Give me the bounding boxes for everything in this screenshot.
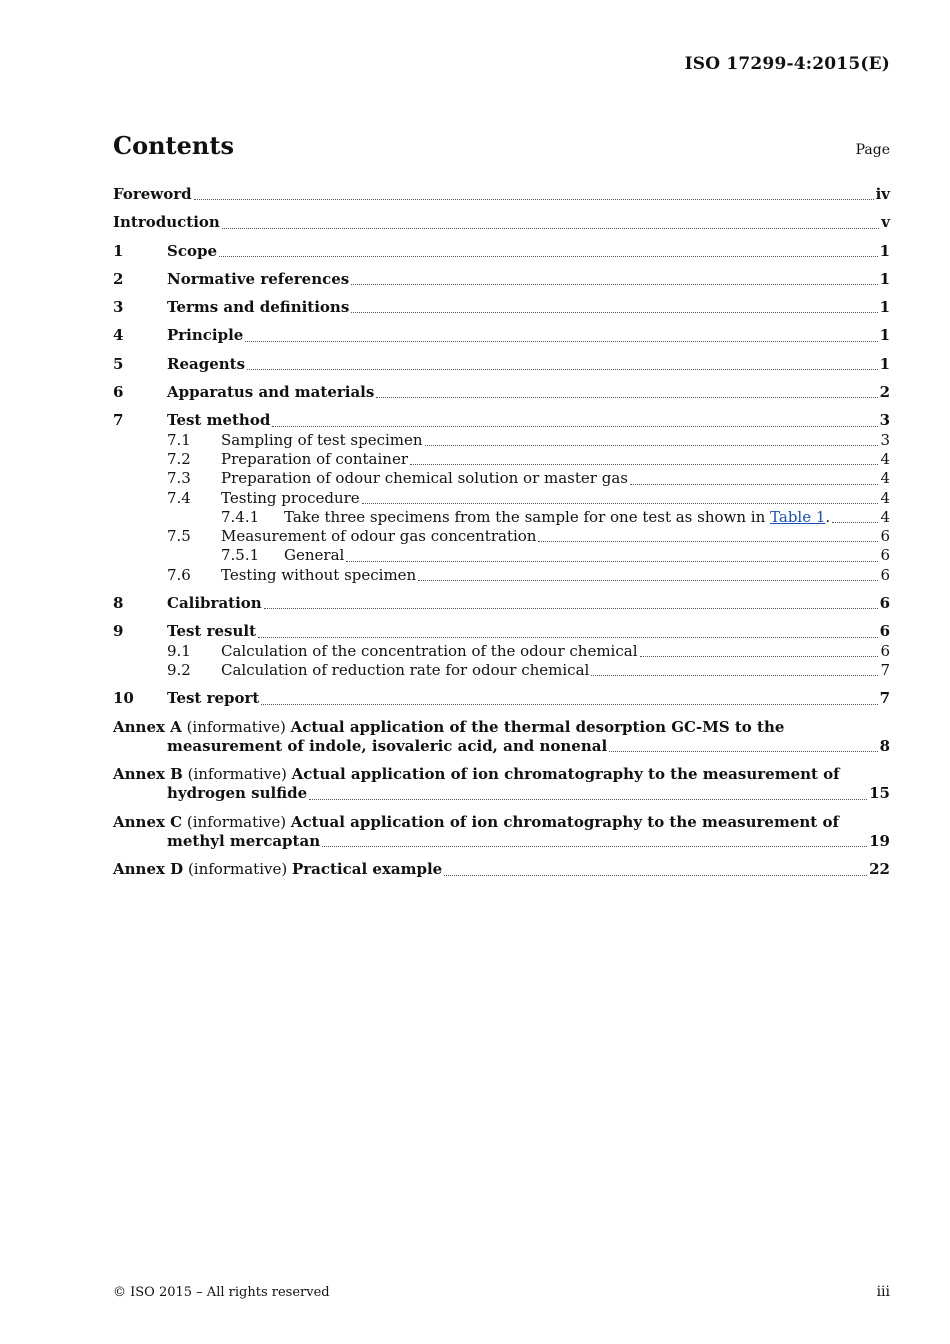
toc-number: 10	[113, 689, 134, 708]
toc-page: iv	[875, 185, 890, 203]
toc-number: 1	[113, 241, 124, 260]
toc-title: Test report	[167, 689, 260, 708]
annex-type: (informative)	[183, 860, 292, 879]
toc-page: 1	[879, 326, 890, 345]
toc-page: 6	[879, 622, 890, 641]
toc-page: 3	[880, 430, 890, 449]
toc-page: 6	[880, 641, 890, 660]
toc-title: Testing without specimen	[221, 565, 417, 584]
toc-title: Testing procedure	[221, 488, 360, 507]
toc-page: 6	[880, 546, 890, 565]
toc-title: Test result	[167, 622, 257, 641]
page-number: iii	[876, 1284, 890, 1300]
toc-title: Reagents	[167, 354, 246, 373]
dot-leader	[832, 521, 878, 523]
annex-title-line1: Actual application of ion chromatography to the measurement of	[290, 812, 839, 831]
toc-entry-annex-b[interactable]	[113, 765, 890, 804]
toc-number: 3	[113, 298, 124, 317]
toc-page: 6	[879, 594, 890, 613]
toc-number: 7.4	[167, 488, 191, 507]
toc-page: 7	[880, 660, 890, 679]
dot-leader	[258, 636, 878, 638]
toc-title: Scope	[167, 241, 218, 260]
toc-number: 5	[113, 354, 124, 373]
toc-number: 7.1	[167, 430, 191, 449]
toc-entry-7-3[interactable]	[113, 469, 890, 488]
copyright-notice: © ISO 2015 – All rights reserved	[113, 1285, 330, 1300]
toc-page: 22	[869, 860, 890, 879]
toc-entry-scope[interactable]	[113, 242, 890, 261]
dot-leader	[444, 874, 867, 876]
toc-entry-7-1[interactable]	[113, 431, 890, 450]
toc-title: Apparatus and materials	[167, 383, 375, 402]
toc-title: Terms and definitions	[167, 298, 350, 317]
dot-leader	[351, 311, 877, 313]
toc-title: Preparation of container	[221, 449, 409, 468]
toc-entry-terms-and-definitions[interactable]	[113, 298, 890, 317]
toc-entry-9-2[interactable]	[113, 661, 890, 680]
toc-number: 9.2	[167, 660, 191, 679]
toc-page: 8	[879, 736, 890, 755]
toc-entry-7-4-1[interactable]	[113, 508, 890, 527]
dot-leader	[264, 607, 878, 609]
toc-title: Introduction	[113, 213, 220, 232]
dot-leader	[346, 560, 878, 562]
dot-leader	[261, 703, 877, 705]
dot-leader	[376, 396, 877, 398]
toc-entry-annex-c[interactable]	[113, 813, 890, 852]
toc-entry-calibration[interactable]	[113, 594, 890, 613]
dot-leader	[351, 283, 877, 285]
toc-title: Foreword	[113, 185, 192, 203]
toc-number: 4	[113, 326, 124, 345]
toc-number: 7.5	[167, 527, 191, 546]
annex-label: Annex A	[113, 717, 182, 736]
dot-leader	[272, 425, 877, 427]
toc-page: 15	[869, 784, 890, 803]
toc-page: 4	[880, 488, 890, 507]
annex-continuation-line	[113, 832, 890, 851]
toc-title: Measurement of odour gas concentration	[221, 527, 537, 546]
dot-leader	[425, 444, 879, 446]
toc-number: 6	[113, 383, 124, 402]
annex-label: Annex C	[113, 812, 183, 831]
toc-entry-principle[interactable]	[113, 326, 890, 345]
annex-type: (informative)	[182, 812, 291, 831]
toc-page: 4	[880, 469, 890, 488]
annex-label: Annex B	[113, 765, 183, 784]
annex-title-line1: Actual application of the thermal desorption GC-MS to the	[290, 717, 785, 736]
dot-leader	[609, 750, 877, 752]
toc-entry-7-5-1[interactable]	[113, 546, 890, 565]
dot-leader	[640, 655, 879, 657]
toc-entry-introduction[interactable]	[113, 213, 890, 232]
toc-page: 4	[880, 449, 890, 468]
toc-number: 9	[113, 622, 124, 641]
toc-number: 7.6	[167, 565, 191, 584]
annex-label: Annex D	[113, 860, 184, 879]
dot-leader	[219, 255, 878, 257]
toc-number: 7.4.1	[221, 507, 260, 526]
dot-leader	[418, 579, 878, 581]
toc-page: 19	[869, 832, 890, 851]
toc-title: General	[284, 546, 345, 565]
annex-title-line1: Actual application of ion chromatography to the measurement of	[291, 765, 840, 784]
annex-heading-line	[113, 765, 890, 784]
toc-title: Normative references	[167, 269, 350, 288]
annex-type: (informative)	[182, 765, 292, 784]
toc-number: 7.3	[167, 469, 191, 488]
dot-leader	[194, 198, 874, 200]
annex-title-line2: measurement of indole, isovaleric acid, and nonenal	[167, 736, 608, 755]
dot-leader	[245, 340, 877, 342]
toc-entry-7-6[interactable]	[113, 566, 890, 585]
toc-number: 2	[113, 269, 124, 288]
toc-number: 7.2	[167, 449, 191, 468]
toc-entry-7-2[interactable]	[113, 450, 890, 469]
dot-leader	[630, 483, 878, 485]
toc-entry-test-result[interactable]	[113, 622, 890, 641]
toc-entry-reagents[interactable]	[113, 355, 890, 374]
toc-entry-annex-d[interactable]	[113, 860, 890, 879]
toc-title-end: .	[825, 507, 831, 526]
dot-leader	[309, 798, 867, 800]
annex-type: (informative)	[181, 717, 291, 736]
toc-title: Take three specimens from the sample for one test as shown in	[284, 507, 771, 526]
contents-title: Contents	[113, 131, 234, 160]
toc-page: 4	[880, 507, 890, 526]
toc-entry-7-5[interactable]	[113, 527, 890, 546]
annex-heading-line	[113, 718, 890, 737]
toc-page: 6	[880, 565, 890, 584]
toc-title: Preparation of odour chemical solution or master gas	[221, 469, 628, 488]
toc-page: 1	[879, 241, 890, 260]
toc-page: 2	[879, 383, 890, 402]
toc-entry-normative-references[interactable]	[113, 270, 890, 289]
toc-number: 7	[113, 411, 124, 430]
dot-leader	[362, 502, 879, 504]
dot-leader	[591, 674, 878, 676]
toc-title: Calibration	[167, 594, 262, 613]
toc-entry-7-4[interactable]	[113, 489, 890, 508]
annex-continuation-line	[113, 784, 890, 803]
toc-entry-annex-a[interactable]	[113, 718, 890, 757]
dot-leader	[538, 540, 878, 542]
toc-entry-foreword[interactable]	[113, 185, 890, 204]
annex-continuation-line	[113, 737, 890, 756]
dot-leader	[222, 227, 879, 229]
toc-entry-apparatus-and-materials[interactable]	[113, 383, 890, 402]
toc-page: 1	[879, 269, 890, 288]
toc-page: 7	[879, 689, 890, 708]
dot-leader	[410, 463, 878, 465]
dot-leader	[322, 845, 867, 847]
toc-entry-test-report[interactable]	[113, 689, 890, 708]
toc-title: Calculation of the concentration of the odour chemical	[221, 641, 638, 660]
table-1-link[interactable]: Table 1	[770, 507, 826, 526]
dot-leader	[247, 368, 878, 370]
toc-entry-test-method[interactable]	[113, 411, 890, 430]
toc-number: 7.5.1	[221, 546, 260, 565]
toc-page: v	[881, 213, 890, 232]
toc-number: 8	[113, 594, 124, 613]
document-id: ISO 17299-4:2015(E)	[684, 54, 890, 74]
toc-title: Test method	[167, 411, 271, 430]
toc-title: Principle	[167, 326, 244, 345]
page-column-label: Page	[855, 142, 890, 158]
annex-title: Practical example	[291, 860, 443, 879]
toc-page: 6	[880, 527, 890, 546]
toc-page: 1	[879, 298, 890, 317]
toc-entry-9-1[interactable]	[113, 642, 890, 661]
toc-title: Calculation of reduction rate for odour chemical	[221, 660, 590, 679]
annex-title-line2: methyl mercaptan	[167, 832, 321, 851]
toc-page: 3	[879, 411, 890, 430]
toc-title: Sampling of test specimen	[221, 430, 423, 449]
toc-number: 9.1	[167, 641, 191, 660]
table-of-contents	[113, 185, 890, 880]
annex-title-line2: hydrogen sulfide	[167, 784, 308, 803]
toc-page: 1	[879, 354, 890, 373]
annex-heading-line	[113, 813, 890, 832]
